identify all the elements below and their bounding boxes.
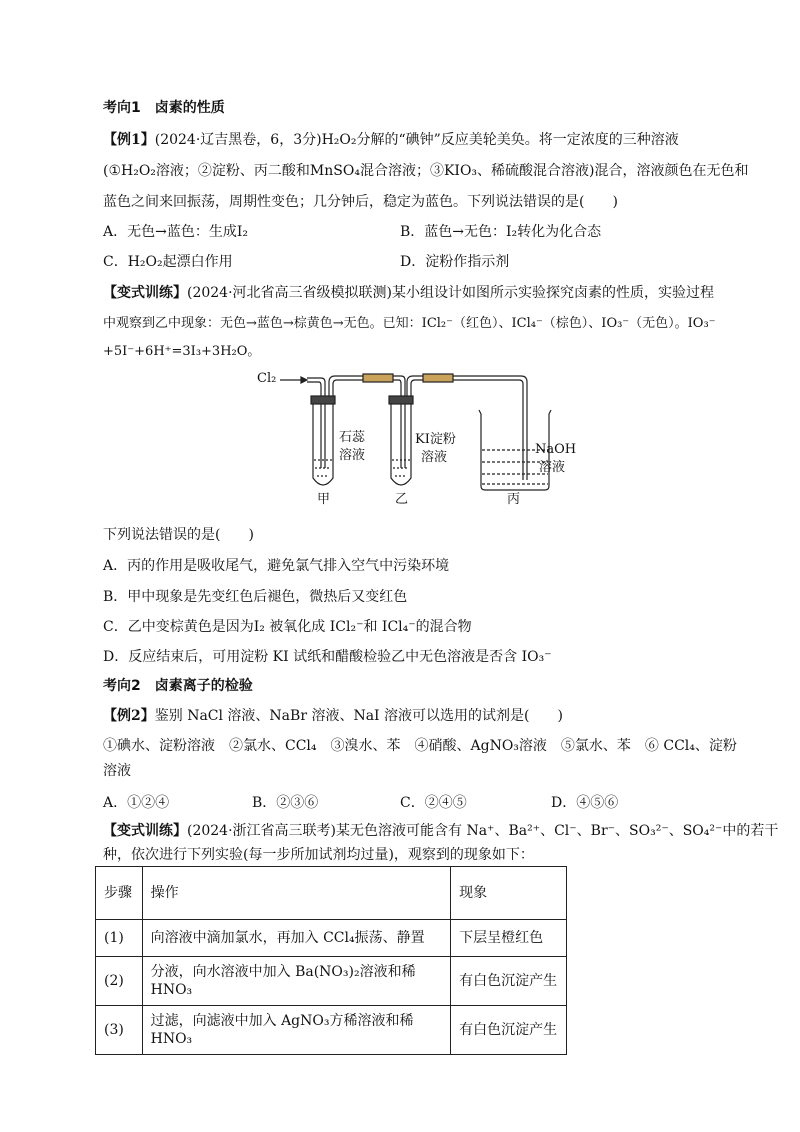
rubber-connector-1 — [363, 374, 393, 382]
example1-tag: 【例1】 — [103, 132, 155, 148]
row1-operation: 向溶液中滴加氯水，再加入 CCl₄振荡、静置 — [142, 920, 451, 957]
header-phenomenon: 现象 — [451, 867, 567, 920]
training2-text1: (2024·浙江省高三联考)某无色溶液可能含有 Na⁺、Ba²⁺、Cl⁻、Br⁻、SO₃²⁻、SO₄²⁻中的若干 — [187, 823, 779, 839]
row3-phenomenon: 有白色沉淀产生 — [451, 1006, 567, 1055]
litmus-label-2: 溶液 — [339, 448, 366, 463]
stopper-yi — [389, 396, 413, 404]
example1-option-c: C．H₂O₂起漂白作用 — [103, 254, 233, 270]
training1-option-a: A．丙的作用是吸收尾气，避免氯气排入空气中污染环境 — [103, 558, 450, 574]
training2-line2: 种，依次进行下列实验(每一步所加试剂均过量)，观察到的现象如下： — [103, 847, 534, 863]
litmus-label-1: 石蕊 — [339, 430, 366, 445]
test-tube-jia — [313, 404, 333, 485]
example2-line2: ①碘水、淀粉溶液 ②氯水、CCl₄ ③溴水、苯 ④硝酸、AgNO₃溶液 ⑤氯水、苯 ⑥ CCl₄、淀粉 — [103, 738, 737, 754]
bing-inlet-tube — [453, 376, 527, 480]
training1-line1 — [103, 283, 714, 303]
example2-line3: 溶液 — [103, 763, 131, 779]
header-operation: 操作 — [142, 867, 451, 920]
training1-text1: (2024·河北省高三省级模拟联测)某小组设计如图所示实验探究卤素的性质，实验过程 — [187, 285, 715, 301]
example2-tag: 【例2】 — [103, 708, 155, 724]
training1-question: 下列说法错误的是( ) — [103, 527, 254, 543]
example1-option-a: A．无色→蓝色：生成I₂ — [103, 224, 248, 240]
example2-line1 — [103, 706, 563, 726]
naoh-label-1: NaOH — [535, 442, 577, 457]
rubber-connector-2 — [423, 374, 453, 382]
table-row — [96, 957, 567, 1006]
table-header-row — [96, 867, 567, 920]
row2-step: (2) — [96, 957, 143, 1006]
experiment-steps-table — [95, 866, 567, 1055]
row1-phenomenon: 下层呈橙红色 — [451, 920, 567, 957]
row2-operation: 分液，向水溶液中加入 Ba(NO₃)₂溶液和稀 HNO₃ — [142, 957, 451, 1006]
label-yi: 乙 — [395, 492, 409, 507]
yi-inlet-tube — [393, 376, 405, 468]
header-step: 步骤 — [96, 867, 143, 920]
label-bing: 丙 — [507, 492, 521, 507]
example2-option-c: C．②④⑤ — [400, 795, 467, 811]
jia-outlet-tube — [329, 376, 363, 396]
example2-option-d: D．④⑤⑥ — [551, 795, 619, 811]
training1-line3: +5I⁻+6H⁺=3I₃+3H₂O。 — [103, 344, 261, 359]
example1-line1 — [103, 130, 679, 150]
stopper-jia — [311, 396, 335, 404]
jia-inlet-tube-inner — [307, 382, 321, 468]
training2-line1 — [103, 821, 778, 841]
section-heading-2: 考向2 卤素离子的检验 — [103, 678, 253, 694]
ki-starch-label-1: KI淀粉 — [415, 432, 456, 447]
jia-inlet-tube — [307, 378, 325, 468]
training1-option-d: D．反应结束后，可用淀粉 KI 试纸和醋酸检验乙中无色溶液是否含 IO₃⁻ — [103, 649, 552, 665]
label-jia: 甲 — [317, 492, 331, 507]
example1-option-d: D．淀粉作指示剂 — [400, 254, 510, 270]
ki-starch-label-2: 溶液 — [421, 450, 448, 465]
cl2-arrow-head — [301, 377, 307, 383]
apparatus-diagram — [255, 368, 575, 508]
example2-text1: 鉴别 NaCl 溶液、NaBr 溶液、NaI 溶液可以选用的试剂是( ) — [154, 708, 563, 724]
training1-line2: 中观察到乙中现象：无色→蓝色→棕黄色→无色。已知：ICl₂⁻（红色）、ICl₄⁻（棕色）、IO₃⁻（无色）。IO₃⁻ — [103, 316, 716, 331]
example2-option-b: B．②③⑥ — [252, 795, 319, 811]
training1-tag: 【变式训练】 — [103, 285, 187, 301]
example1-option-b: B．蓝色→无色：I₂转化为化合态 — [400, 224, 602, 240]
row3-operation: 过滤，向滤液中加入 AgNO₃方稀溶液和稀 HNO₃ — [142, 1006, 451, 1055]
table-row — [96, 920, 567, 957]
naoh-label-2: 溶液 — [539, 460, 566, 475]
yi-outlet-tube — [407, 376, 423, 396]
training1-option-c: C．乙中变棕黄色是因为I₂ 被氧化成 ICl₂⁻和 ICl₄⁻的混合物 — [103, 619, 472, 635]
example2-option-a: A．①②④ — [103, 795, 170, 811]
row2-phenomenon: 有白色沉淀产生 — [451, 957, 567, 1006]
table-row — [96, 1006, 567, 1055]
section-heading-1: 考向1 卤素的性质 — [103, 100, 225, 116]
training1-option-b: B．甲中现象是先变红色后褪色，微热后又变红色 — [103, 589, 408, 605]
row1-step: (1) — [96, 920, 143, 957]
example1-line3: 蓝色之间来回振荡，周期性变色；几分钟后，稳定为蓝色。下列说法错误的是( ) — [103, 194, 618, 210]
row3-step: (3) — [96, 1006, 143, 1055]
example1-text1: (2024·辽吉黑卷，6，3分)H₂O₂分解的“碘钟”反应美轮美奂。将一定浓度的三种溶液 — [154, 132, 679, 148]
cl2-label: Cl₂ — [257, 371, 277, 386]
example1-line2: (①H₂O₂溶液；②淀粉、丙二酸和MnSO₄混合溶液；③KIO₃、稀硫酸混合溶液)混合，溶液颜色在无色和 — [103, 163, 749, 179]
training2-tag: 【变式训练】 — [103, 823, 187, 839]
